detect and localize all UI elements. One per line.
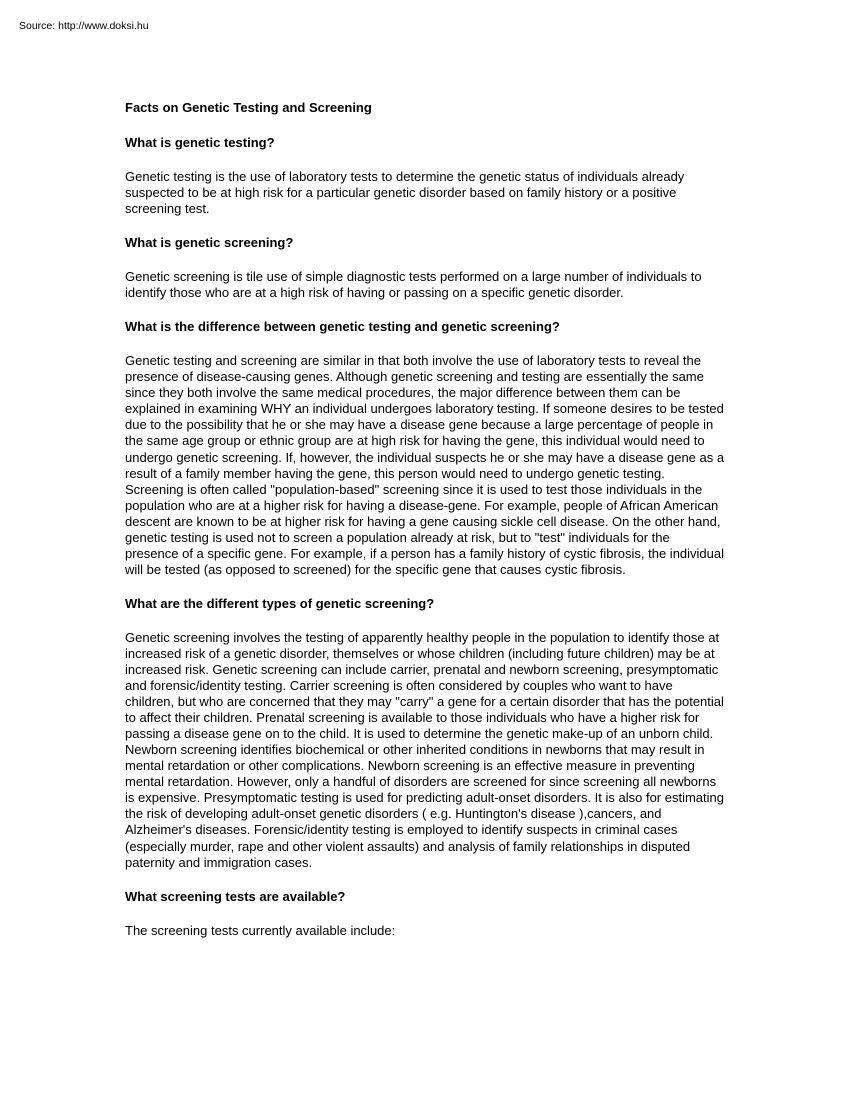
section-paragraph: Genetic screening is tile use of simple diagnostic tests performed on a large number of individuals to identify those who are at a high risk of having or passing on a specific genetic disorder.: [125, 269, 702, 301]
section-heading: What is genetic screening?: [125, 235, 294, 251]
section-heading: What are the different types of genetic screening?: [125, 595, 435, 611]
section-genetic-screening: [125, 235, 725, 301]
document-body: [125, 100, 725, 957]
section-paragraph: Genetic testing and screening are similar in that both involve the use of laboratory tests to reveal the presence of disease-causing genes. Although genetic screening and testing are essentially the same since they both involve the same medical procedures, the major difference between them can be explained in examining WHY an individual undergoes laboratory testing. If someone desires to be tested due to the possibility that he or she may have a disease gene because a large percentage of people in the same age group or ethnic group are at high risk for having the gene, this individual would need to undergo genetic screening. If, however, the individual suspects he or she may have a disease gene as a result of a family member having the gene, this person would need to undergo genetic testing. Screening is often called "population-based" screening since it is used to test those individuals in the population who are at a higher risk for having a disease-gene. For example, people of African American descent are known to be at higher risk for having a gene causing sickle cell disease. On the other hand, genetic testing is used not to screen a population already at risk, but to "test" individuals for the presence of a specific gene. For example, if a person has a family history of cystic fibrosis, the individual will be tested (as opposed to screened) for the specific gene that causes cystic fibrosis.: [125, 353, 725, 577]
section-heading: What screening tests are available?: [125, 888, 346, 904]
section-paragraph: Genetic testing is the use of laboratory tests to determine the genetic status of individuals already suspected to be at high risk for a particular genetic disorder based on family history or a positive screening test.: [125, 169, 685, 217]
section-screening-types: [125, 596, 725, 871]
section-heading: What is the difference between genetic testing and genetic screening?: [125, 319, 560, 335]
document-title: Facts on Genetic Testing and Screening: [125, 100, 372, 115]
section-difference: [125, 319, 725, 578]
section-heading: What is genetic testing?: [125, 135, 275, 150]
source-attribution: Source: http://www.doksi.hu: [19, 20, 149, 32]
section-paragraph: The screening tests currently available include:: [125, 922, 396, 938]
section-available-tests: [125, 889, 725, 939]
section-genetic-testing: [125, 135, 725, 217]
section-paragraph: Genetic screening involves the testing of apparently healthy people in the population to identify those at increased risk of a genetic disorder, themselves or whose children (including future children) may be at increased risk. Genetic screening can include carrier, prenatal and newborn screening, presymptomatic and forensic/identity testing. Carrier screening is often considered by couples who want to have children, but who are concerned that they may "carry" a gene for a certain disorder that has the potential to affect their children. Prenatal screening is available to those individuals who have a higher risk for passing a disease gene on to the child. It is used to determine the genetic make-up of an unborn child. Newborn screening identifies biochemical or other inherited conditions in newborns that may result in mental retardation or other complications. Newborn screening is an effective measure in preventing mental retardation. However, only a handful of disorders are screened for since screening all newborns is expensive. Presymptomatic testing is used for predicting adult-onset disorders. It is also for estimating the risk of developing adult-onset genetic disorders ( e.g. Huntington's disease ),cancers, and Alzheimer's diseases. Forensic/identity testing is employed to identify suspects in criminal cases (especially murder, rape and other violent assaults) and analysis of family relationships in disputed paternity and immigration cases.: [125, 629, 724, 870]
